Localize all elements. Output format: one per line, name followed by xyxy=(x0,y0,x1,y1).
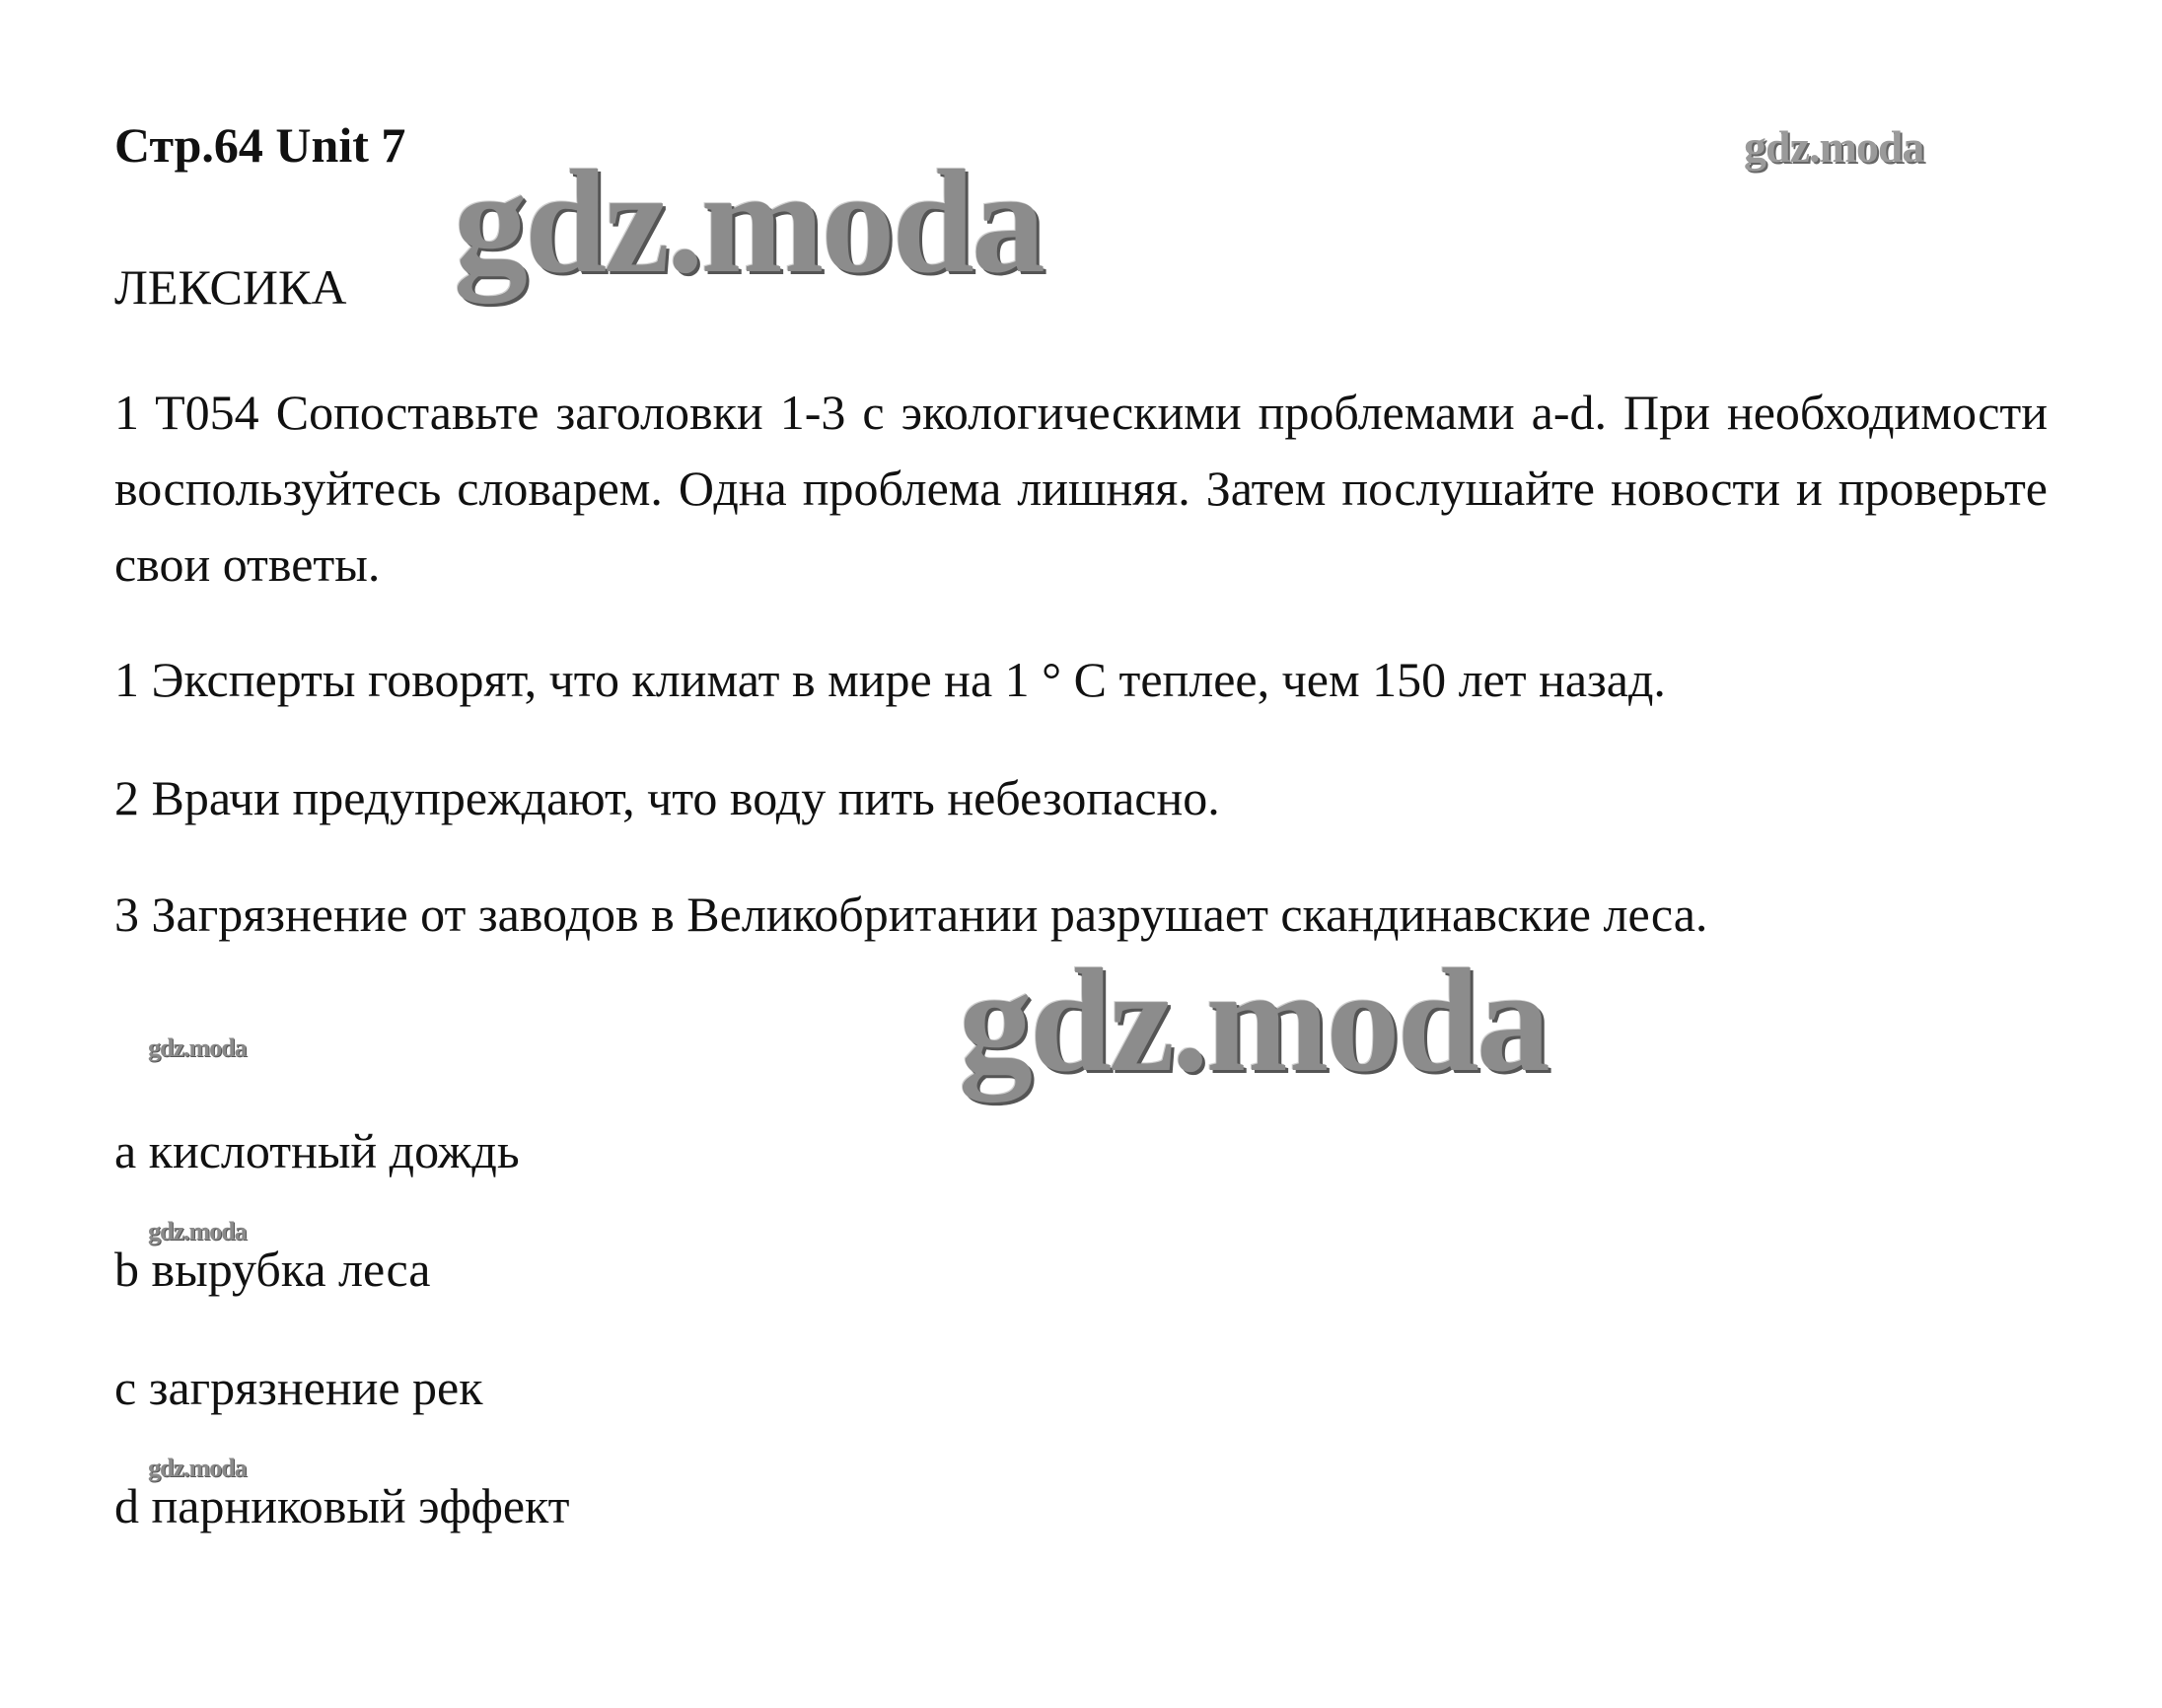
option-b: b вырубка леса xyxy=(114,1242,431,1297)
watermark-large: gdz.moda xyxy=(454,140,1043,304)
watermark-top-right: gdz.moda xyxy=(1744,121,1924,172)
headline-2: 2 Врачи предупреждают, что воду пить небезопасно. xyxy=(114,770,1220,825)
section-heading: ЛЕКСИКА xyxy=(114,259,347,315)
watermark-small-3: gdz.moda xyxy=(148,1454,247,1482)
watermark-center: gdz.moda xyxy=(959,939,1548,1103)
watermark-small-1: gdz.moda xyxy=(148,1033,247,1062)
headline-3: 3 Загрязнение от заводов в Великобритании разрушает скандинавские леса. xyxy=(114,887,1708,942)
option-d: d парниковый эффект xyxy=(114,1478,570,1533)
headline-1: 1 Эксперты говорят, что климат в мире на 1 ° C теплее, чем 150 лет назад. xyxy=(114,652,1666,707)
page-title: Стр.64 Unit 7 xyxy=(114,117,406,173)
option-c: c загрязнение рек xyxy=(114,1360,483,1415)
watermark-small-2: gdz.moda xyxy=(148,1217,247,1245)
task-instruction: 1 T054 Сопоставьте заголовки 1-3 с экологическими проблемами a-d. При необходимости воспользуйтесь словарем. Одна проблема лишняя. Затем послушайте новости и проверьте свои ответы. xyxy=(114,385,2048,592)
option-a: a кислотный дождь xyxy=(114,1123,520,1178)
